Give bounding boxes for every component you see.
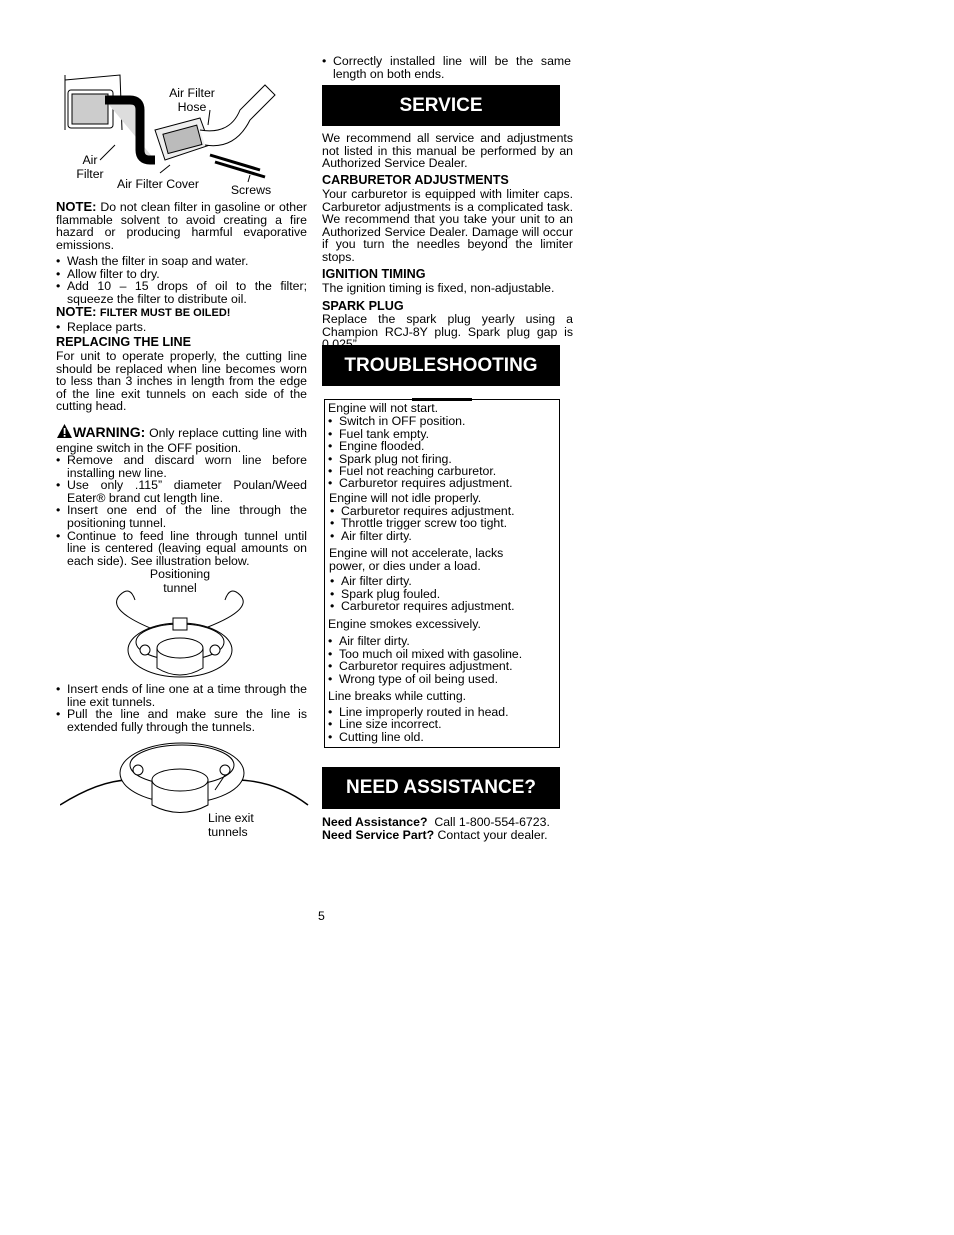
list-item: • Insert one end of the line through the positioning tunnel.	[56, 504, 307, 529]
list-item: • Too much oil mixed with gasoline.	[339, 648, 522, 661]
page-number: 5	[318, 909, 325, 923]
list-item: • Switch in OFF position.	[339, 415, 465, 428]
list-item: • Carburetor requires adjustment.	[341, 600, 515, 613]
list-item: • Continue to feed line through tunnel until line is centered (leaving equal amounts on each side). See illustration below.	[56, 530, 307, 568]
screws-label: Screws	[230, 183, 272, 197]
list-item: • Fuel not reaching carburetor.	[339, 465, 496, 478]
list-item: • Air filter dirty.	[341, 530, 412, 543]
air-filter-hose-label: Air Filter Hose	[169, 86, 215, 114]
spark-plug-text: Replace the spark plug yearly using a Champion RCJ-8Y plug. Spark plug gap is	[322, 312, 573, 339]
filter-steps-list	[56, 255, 307, 305]
replacing-line-heading: REPLACING THE LINE	[56, 335, 192, 349]
warning-icon	[56, 423, 73, 442]
trouble-title: Engine will not idle properly.	[329, 491, 482, 505]
list-item: • Throttle trigger screw too tight.	[341, 517, 507, 530]
list-item: • Spark plug not firing.	[339, 453, 452, 466]
list-item: • Line size incorrect.	[339, 718, 442, 731]
list-item: • Air filter dirty.	[339, 635, 410, 648]
trouble-title: Engine will not accelerate, lacks power, or dies under a load.	[329, 546, 504, 573]
trouble-title: Line breaks while cutting.	[328, 689, 467, 703]
line-exit-tunnels-label: Line exit tunnels	[208, 811, 254, 839]
replacing-line-text: For unit to operate properly, the cutting line should be replaced when line becomes worn to less than 3 inches in length from the edge of the line exit tunnels on each side of the cutting head.	[56, 349, 307, 414]
list-item: • Pull the line and make sure the line is extended fully through the tunnels.	[56, 708, 307, 733]
line-exit-tunnels-illustration	[60, 735, 310, 825]
service-banner: SERVICE	[322, 85, 560, 126]
list-item: • Remove and discard worn line before installing new line.	[56, 454, 307, 479]
line-steps-list	[56, 454, 307, 567]
list-item: • Engine flooded.	[339, 440, 424, 453]
air-filter-label: Air Filter	[76, 153, 104, 181]
list-item: • Correctly installed line will be the same length on both ends.	[322, 55, 571, 80]
note-filter-cleaning: NOTE: Do not clean filter in gasoline or other flammable solvent to avoid creating a fire hazard or producing harmful evaporative emissions.	[56, 199, 308, 252]
assistance-service-part: Need Service Part? Contact your dealer.	[322, 828, 548, 842]
list-item: • Replace parts.	[56, 321, 307, 334]
need-assistance-banner: NEED ASSISTANCE?	[322, 767, 560, 809]
list-item: • Line improperly routed in head.	[339, 706, 509, 719]
positioning-tunnel-illustration	[105, 590, 255, 685]
list-item: • Insert ends of line one at a time through the line exit tunnels.	[56, 683, 307, 708]
list-item: • Carburetor requires adjustment.	[341, 505, 515, 518]
line-steps-list-2	[56, 683, 307, 733]
carburetor-heading: CARBURETOR ADJUSTMENTS	[322, 173, 509, 187]
list-item: • Use only .115” diameter Poulan/Weed Eater® brand cut length line.	[56, 479, 307, 504]
assistance-phone: Need Assistance? Call 1-800-554-6723.	[322, 815, 550, 829]
ignition-heading: IGNITION TIMING	[322, 267, 426, 281]
ignition-text: The ignition timing is fixed, non-adjustable.	[322, 281, 555, 295]
service-text: We recommend all service and adjustments not listed in this manual be performed by an Authorized Service Dealer.	[322, 131, 573, 171]
note-filter-oiled: NOTE: FILTER MUST BE OILED!	[56, 304, 231, 319]
troubleshooting-table	[324, 399, 560, 748]
list-item: • Air filter dirty.	[341, 575, 412, 588]
carburetor-text: Your carburetor is equipped with limiter caps. Carburetor adjustments is a complicated task. We recommend that you take your unit to an Authorized Service Dealer. Damage will occur if you turn the needles beyond the limiter stops.	[322, 187, 573, 264]
list-item: • Spark plug fouled.	[341, 588, 440, 601]
list-item: • Add 10 – 15 drops of oil to the filter; squeeze the filter to distribute oil.	[56, 280, 307, 305]
troubleshooting-banner: TROUBLESHOOTING	[322, 345, 560, 386]
list-item: • Allow filter to dry.	[56, 268, 307, 281]
air-filter-cover-label: Air Filter Cover	[117, 177, 199, 191]
warning-paragraph: WARNING: Only replace cutting line with engine switch in the OFF position.	[56, 424, 307, 455]
list-item: • Fuel tank empty.	[339, 428, 429, 441]
trouble-title: Engine smokes excessively.	[328, 617, 481, 631]
list-item: • Carburetor requires adjustment.	[339, 477, 513, 490]
positioning-tunnel-label: Positioning tunnel	[149, 567, 211, 595]
trouble-title: Engine will not start.	[328, 401, 439, 415]
list-item: • Wash the filter in soap and water.	[56, 255, 307, 268]
spark-plug-heading: SPARK PLUG	[322, 299, 404, 313]
list-item: • Cutting line old.	[339, 731, 424, 744]
list-item: • Wrong type of oil being used.	[339, 673, 498, 686]
list-item: • Carburetor requires adjustment.	[339, 660, 513, 673]
